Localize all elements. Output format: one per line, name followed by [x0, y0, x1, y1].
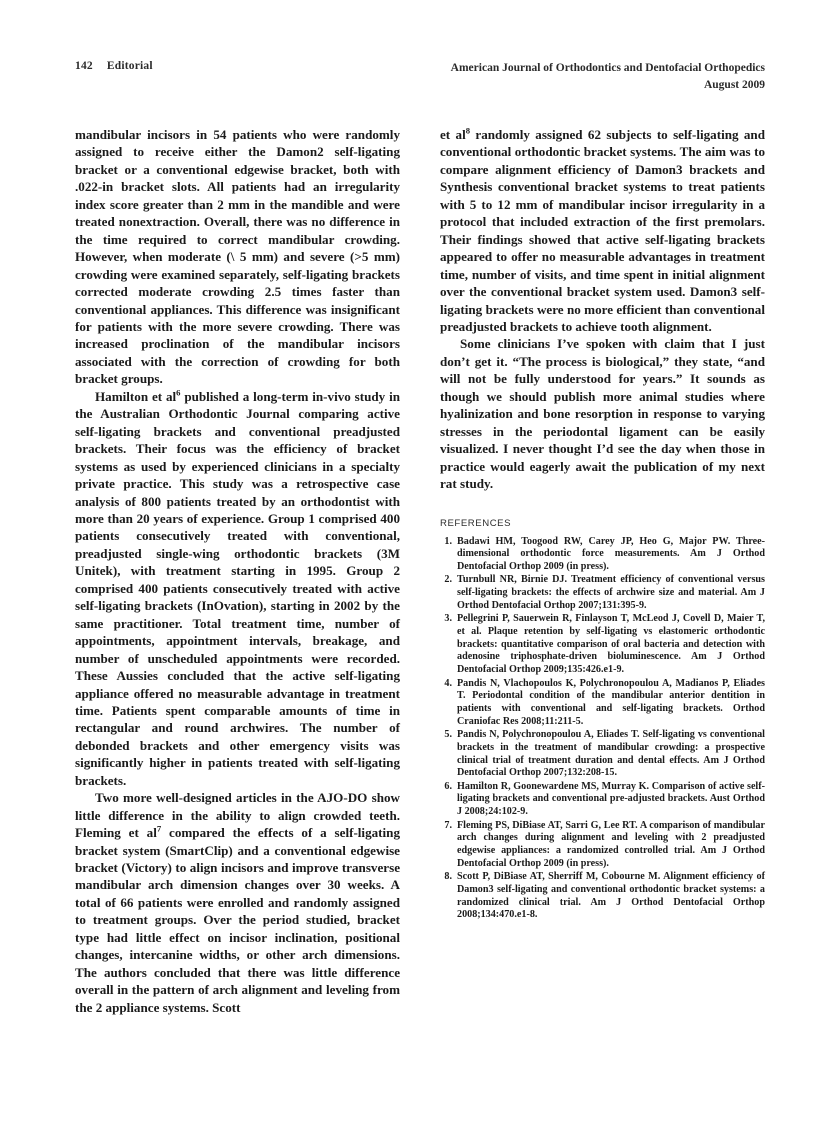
running-head-right: [451, 60, 765, 93]
left-column-paragraphs: [75, 126, 400, 1016]
references-heading: REFERENCES: [440, 517, 512, 529]
right-column-paragraphs: [440, 126, 765, 493]
reference-superscript: 6: [176, 387, 181, 398]
reference-item: Turnbull NR, Birnie DJ. Treatment efficiency of conventional versus self-ligating brackets: the effects of archwire size and material. Am J Orthod Dentofacial Orthop 2007;131:395-9.: [457, 574, 765, 611]
reference-item: Fleming PS, DiBiase AT, Sarri G, Lee RT. A comparison of mandibular arch changes during alignment and leveling with 2 preadjusted edgewise appliances: a randomized controlled trial. Am J Orthod Dentofacial Orthop 2009 (in press).: [457, 819, 765, 869]
two-column-body: [75, 125, 765, 1015]
right-column: [440, 126, 765, 996]
page-folio-number: 142: [75, 60, 93, 72]
body-paragraph: Some clinicians I’ve spoken with claim that I just don’t get it. “The process is biological,” they state, “and will not be fully understood for years.” It sounds as though we should publish more animal studies where hyalinization and bone resorption in response to varying stresses in the periodontal ligament can be easily visualized. I never thought I’d see the day when those in practice would eagerly await the publication of my next rat study.: [440, 336, 765, 492]
body-paragraph: mandibular incisors in 54 patients who were randomly assigned to receive either the Damon2 self-ligating bracket or a conventional edgewise bracket, both with .022-in bracket slots. All patients had an irregularity index score greater than 2 mm in the mandible and were treated nonextraction. Overall, there was no difference in the time required to correct mandibular crowding. However, when moderate (\ 5 mm) and severe (>5 mm) crowding were examined separately, self-ligating brackets corrected moderate crowding 2.5 times faster than conventional appliances. This difference was insignificant for patients with the more severe crowding. There was increased proclination of the mandibular incisors associated with the correction of crowding for both bracket groups.: [75, 127, 400, 387]
issue-date: August 2009: [703, 78, 765, 91]
reference-superscript: 7: [156, 823, 162, 834]
body-paragraph: Hamilton et $al^6$ published a long-term in-vivo study in the Australian Orthodontic Journal comparing active self-ligating brackets and conventional preadjusted brackets. Their focus was the efficiency of bracket systems as used by experienced clinicians in a specialty private practice. This study was a retrospective case analysis of 800 patients treated by an orthodontist with more than 20 years of experience. Group 1 comprised 400 patients consecutively treated with conventional, preadjusted single-wing orthodontic brackets (3M Unitek), with treatment starting in 1995. Group 2 comprised 400 patients consecutively treated with active self-ligating brackets (InOvation), starting in 2002 by the same practitioner. Total treatment time, number of appointments, appointment intervals, breakage, and number of unscheduled appointments were recorded. These Aussies concluded that the active self-ligating appliance offered no measurable advantage in treatment time. Patients spent comparable amounts of time in rectangular and round archwires. The number of debonded brackets and other emergency visits was significantly higher in patients treated with self-ligating brackets.: [75, 387, 400, 788]
reference-item: Hamilton R, Goonewardene MS, Murray K. Comparison of active self-ligating brackets and conventional pre-adjusted brackets. Aust Orthod J 2008;24:102-9.: [457, 780, 765, 818]
body-paragraph: et $al^8$ randomly assigned 62 subjects to self-ligating and conventional orthodontic bracket systems. The aim was to compare alignment efficiency of Damon3 brackets and Synthesis conventional bracket systems to treat patients with 5 to 12 mm of mandibular incisor irregularity in a protocol that included extraction of the first premolars. Their findings showed that active self-ligating brackets appeared to offer no measurable advantages in treatment time, number of visits, and time spent in initial alignment over the conventional bracket system used. Damon3 self-ligating brackets were no more efficient than conventional preadjusted brackets to achieve tooth alignment.: [440, 125, 765, 334]
section-label: Editorial: [106, 60, 153, 72]
reference-item: Pandis N, Polychronopoulou A, Eliades T. Self-ligating vs conventional brackets in the treatment of mandibular crowding: a prospective clinical trial of treatment duration and dental effects. Am J Orthod Dentofacial Orthop 2007;132:208-15.: [457, 729, 765, 779]
references-list: [440, 536, 765, 923]
reference-item: Pellegrini P, Sauerwein R, Finlayson T, McLeod J, Covell D, Maier T, et al. Plaque retention by self-ligating vs elastomeric orthodontic brackets: quantitative comparison of oral bacteria and detection with adenosine triphosphate-driven bioluminescence. Am J Orthod Dentofacial Orthop 2009;135:426.e1-9.: [457, 613, 765, 676]
journal-title: American Journal of Orthodontics and Dentofacial Orthopedics: [450, 62, 765, 74]
reference-item: Scott P, DiBiase AT, Sherriff M, Cobourne M. Alignment efficiency of Damon3 self-ligating and conventional orthodontic bracket systems: a randomized clinical trial. Am J Orthod Dentofacial Orthop 2008;134:470.e1-8.: [457, 871, 765, 921]
reference-superscript: 8: [465, 125, 471, 136]
reference-item: Pandis N, Vlachopoulos K, Polychronopoulou A, Madianos P, Eliades T. Periodontal condition of the mandibular anterior dentition in patients with conventional and self-ligating brackets. Orthod Craniofac Res 2008;11:211-5.: [457, 677, 765, 727]
running-head-left: [75, 60, 153, 72]
running-head: [75, 60, 765, 102]
left-column: [75, 126, 400, 1015]
reference-item: Badawi HM, Toogood RW, Carey JP, Heo G, Major PW. Three-dimensional orthodontic force measurements. Am J Orthod Dentofacial Orthop 2009 (in press).: [457, 535, 765, 573]
body-paragraph: Two more well-designed articles in the AJO-DO show little difference in the ability to align crowded teeth. Fleming et $al^7$ compared the effects of a self-ligating bracket system (SmartClip) and a conventional edgewise bracket (Victory) to align incisors and improve transverse mandibular arch dimension changes over 30 weeks. A total of 66 patients were enrolled and randomly assigned to treatment groups. Over the period studied, bracket type had little effect on incisor inclination, positional changes, intercanine widths, or other arch dimensions. The authors concluded that there was little difference overall in the pattern of arch alignment and leveling from the 2 appliance systems. Scott: [75, 790, 400, 1015]
